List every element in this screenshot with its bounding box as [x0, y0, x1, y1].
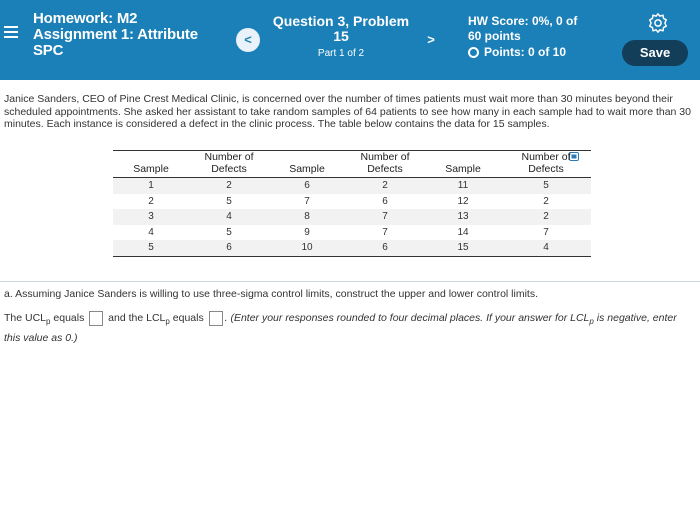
table-cell: 7: [382, 226, 388, 238]
table-cell: 13: [457, 211, 469, 222]
table-cell: 5: [226, 226, 232, 238]
homework-title-line1: Homework: M2: [33, 10, 138, 27]
defects-header-line1: Number of: [204, 151, 254, 163]
lcl-subscript: p: [165, 317, 170, 327]
problem-statement: Janice Sanders, CEO of Pine Crest Medical Clinic, is concerned over the number of times patients must wait more than 30 minutes beyond their scheduled appointments. She asked her assistant to take random samples of 64 patients to see how many in each sample had to wait more than 30 minutes. Each instance is considered a defect in the clinic process. The table below contains the data for 15 samples.: [4, 93, 691, 130]
defects-header-line2: Defects: [211, 163, 247, 175]
gear-icon[interactable]: [647, 12, 669, 34]
previous-question-button[interactable]: <: [236, 28, 260, 52]
table-cell: 5: [148, 242, 154, 253]
points-text: Points: 0 of 10: [484, 45, 567, 59]
defects-header-line1: Number of: [360, 151, 410, 163]
table-cell: 7: [543, 226, 549, 238]
table-cell: 8: [304, 211, 310, 222]
col-header-defects-1: [189, 151, 269, 178]
top-header: [0, 0, 700, 80]
col-header-defects-3: [501, 151, 591, 178]
table-cell: 6: [226, 242, 232, 253]
defects-header-line1: Number of: [521, 151, 571, 163]
table-row: [113, 178, 591, 194]
table-cell: 10: [301, 242, 313, 253]
table-cell: 1: [148, 180, 154, 191]
homework-title-line3: SPC: [33, 42, 64, 59]
ucl-subscript: p: [46, 317, 51, 327]
hint-text-1: . (Enter your responses rounded to four decimal places. If your answer for LCL: [224, 312, 590, 324]
ucl-label: The UCL: [4, 312, 47, 324]
table-cell: 11: [457, 180, 469, 191]
defects-table-wrapper: [113, 150, 591, 257]
table-cell: 2: [382, 180, 388, 191]
col-header-sample-2: Sample: [289, 163, 325, 175]
homework-title-line2: Assignment 1: Attribute: [33, 26, 198, 43]
table-cell: 5: [226, 195, 232, 207]
table-cell: 14: [457, 226, 469, 238]
hamburger-menu-icon[interactable]: [4, 26, 18, 38]
ucl-answer-input[interactable]: [89, 311, 103, 326]
lcl-label: and the LCL: [105, 312, 166, 324]
equals-text-1: equals: [50, 312, 88, 324]
col-header-defects-2: [345, 151, 425, 178]
table-row: [113, 194, 591, 210]
defects-table: [113, 150, 591, 257]
table-cell: 5: [543, 180, 549, 191]
table-cell: 6: [382, 242, 388, 253]
table-cell: 2: [148, 195, 154, 207]
table-cell: 2: [226, 180, 232, 191]
table-cell: 9: [304, 226, 310, 238]
table-cell: 2: [543, 195, 549, 207]
table-cell: 6: [304, 180, 310, 191]
table-cell: 7: [382, 211, 388, 222]
defects-header-line2: Defects: [367, 163, 403, 175]
table-cell: 6: [382, 195, 388, 207]
table-cell: 15: [457, 242, 469, 253]
col-header-sample-1: Sample: [133, 163, 169, 175]
table-row: [113, 240, 591, 256]
question-info: [266, 14, 416, 59]
question-title-line1: Question 3, Problem: [272, 13, 410, 29]
table-cell: 3: [148, 211, 154, 222]
lcl-answer-input[interactable]: [209, 311, 223, 326]
part-a-question: a. Assuming Janice Sanders is willing to use three-sigma control limits, construct the upper and lower control limits.: [4, 288, 538, 300]
hw-score-line1: HW Score: 0%, 0 of: [468, 14, 578, 28]
points-row: [468, 45, 577, 60]
question-title-line2: 15: [333, 28, 349, 44]
hint-subscript: p: [589, 317, 594, 327]
table-row: [113, 209, 591, 225]
hint-text-2: is negative, enter this value as 0.): [4, 312, 677, 345]
next-question-button[interactable]: >: [427, 32, 435, 47]
table-cell: 4: [543, 242, 549, 253]
hw-score-line2: 60 points: [468, 29, 521, 43]
table-row: [113, 225, 591, 241]
question-part: Part 1 of 2: [317, 48, 365, 59]
col-header-sample-3: Sample: [445, 163, 481, 175]
section-divider: [0, 281, 700, 282]
table-cell: 4: [148, 226, 154, 238]
table-header-row: [113, 151, 591, 178]
table-cell: 12: [457, 195, 469, 207]
answer-statement: [4, 310, 694, 346]
score-block: [468, 14, 577, 60]
equals-text-2: equals: [169, 312, 207, 324]
table-cell: 7: [304, 195, 310, 207]
defects-header-line2: Defects: [528, 163, 564, 175]
save-button[interactable]: Save: [622, 40, 688, 66]
circle-status-icon: [468, 47, 479, 58]
homework-title: [33, 11, 198, 59]
table-cell: 2: [543, 211, 549, 222]
table-cell: 4: [226, 211, 232, 222]
